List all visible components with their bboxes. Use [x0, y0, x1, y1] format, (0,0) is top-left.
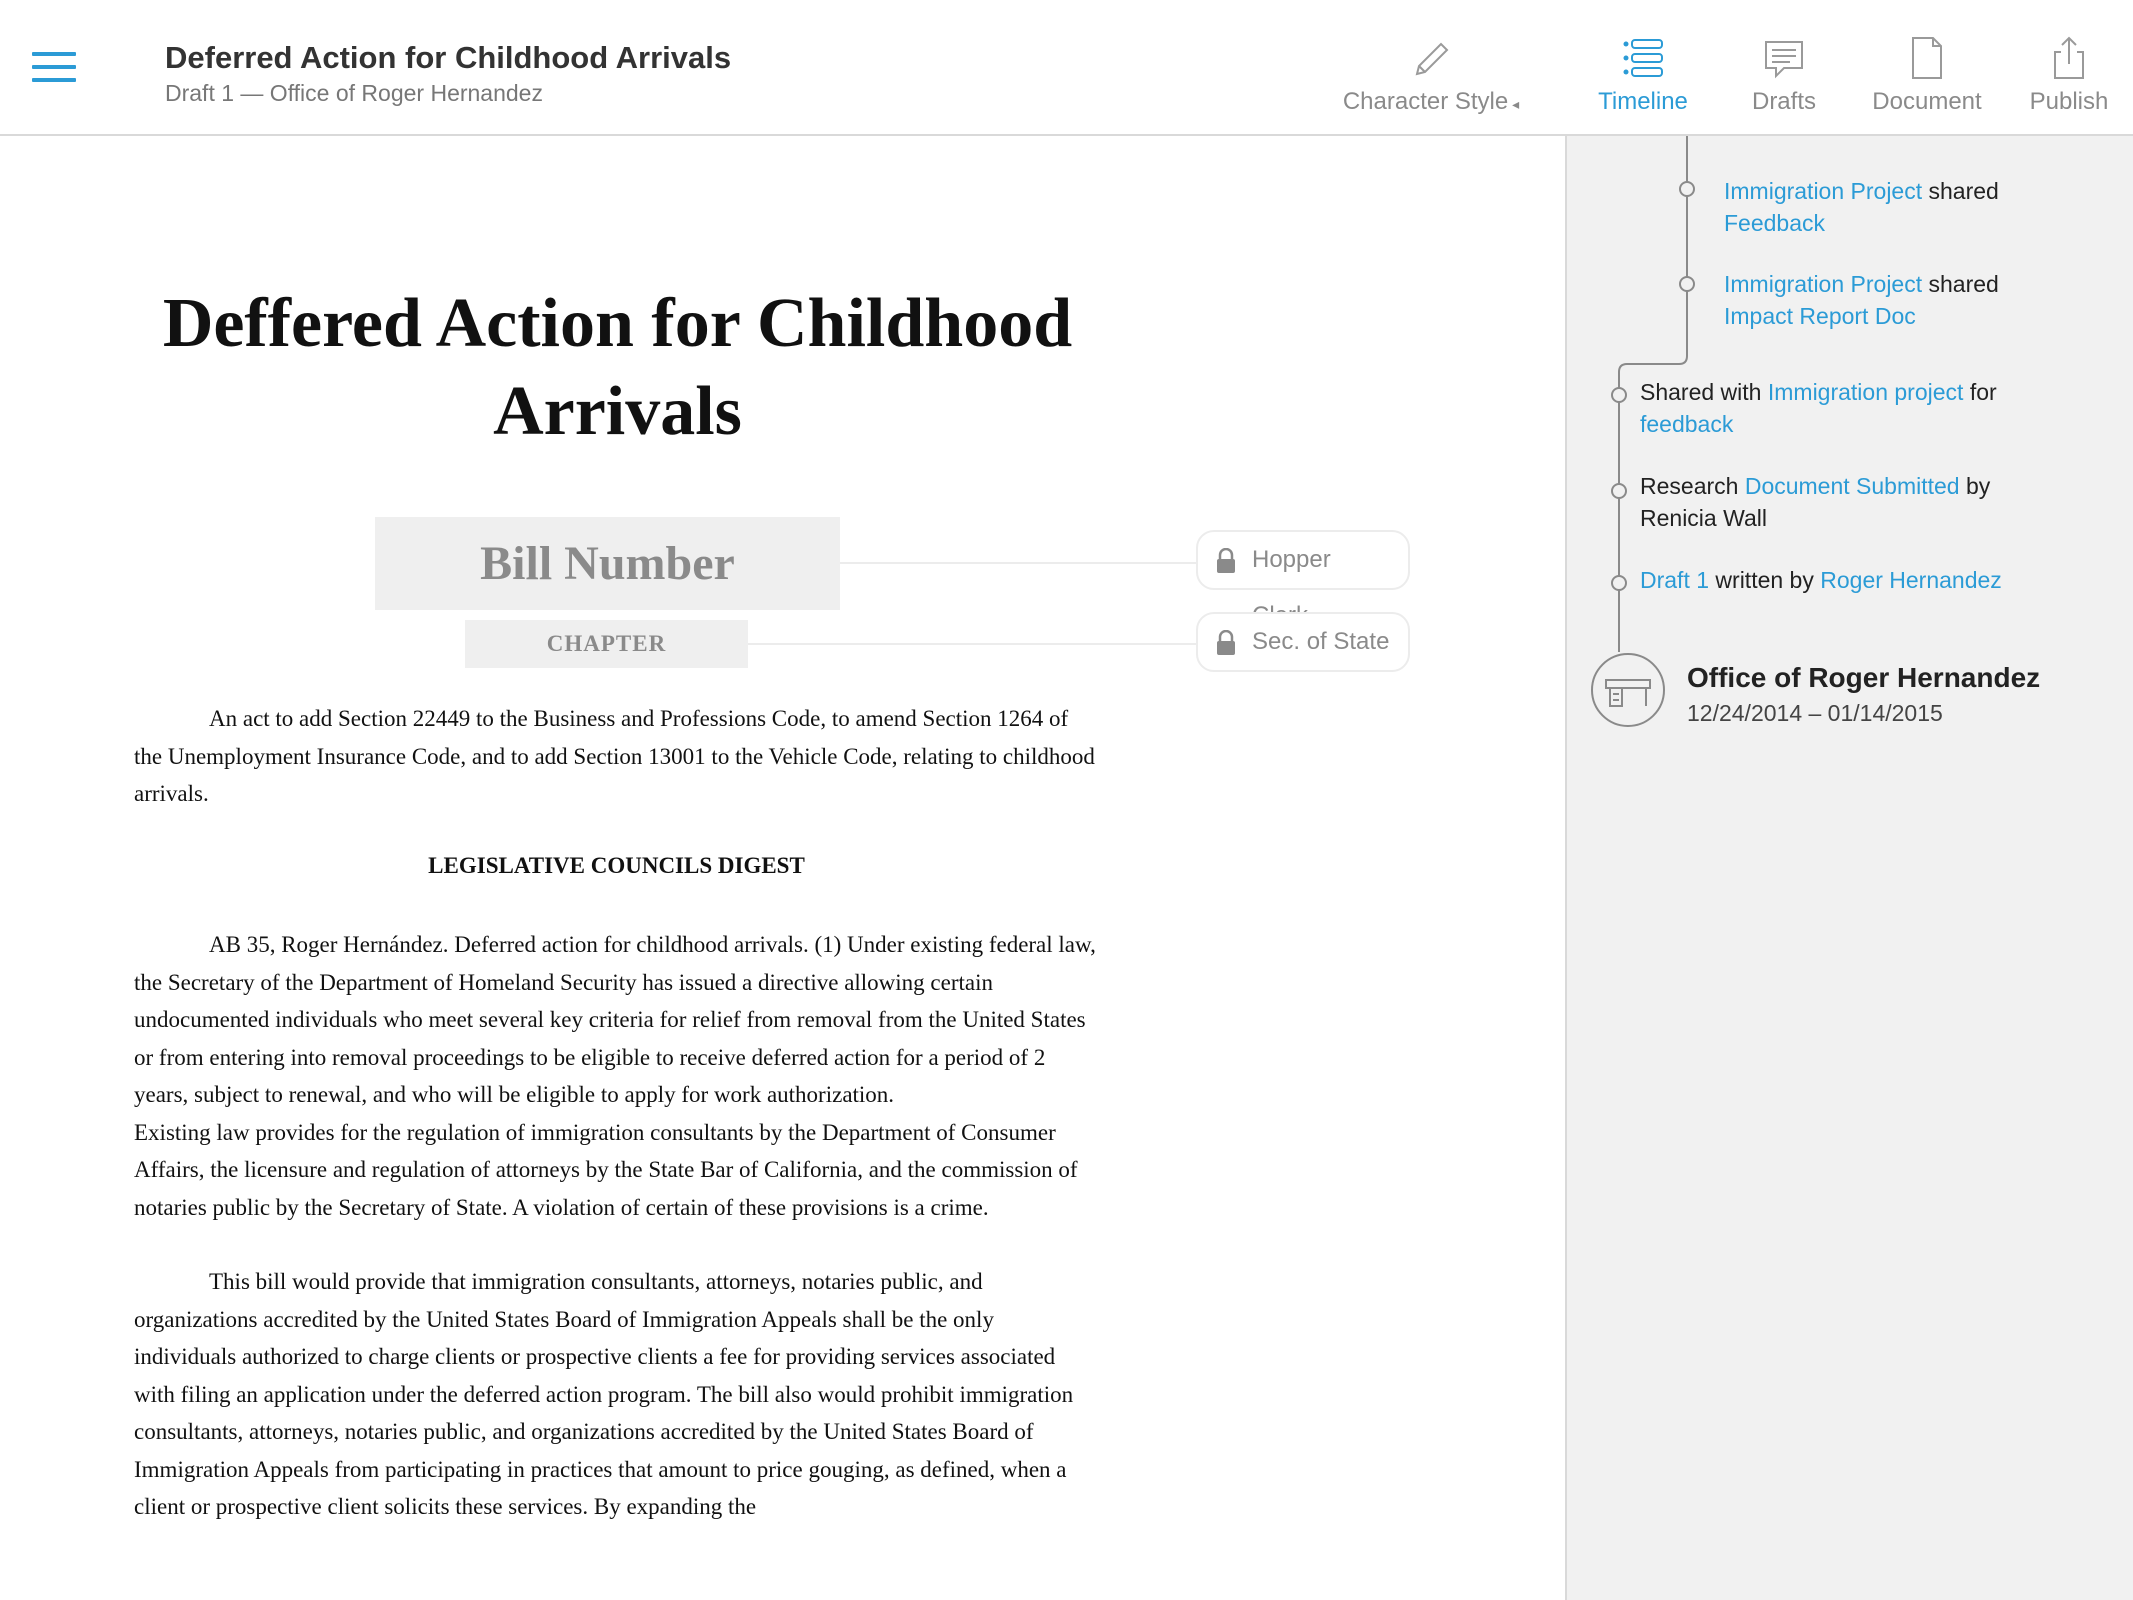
digest-body	[134, 926, 1099, 1526]
publish-label: Publish	[2029, 88, 2109, 115]
sec-of-state-lock-tag[interactable]	[1196, 612, 1410, 672]
office-dates: 12/24/2014 – 01/14/2015	[1687, 700, 1943, 726]
bill-number-connector	[840, 562, 1196, 564]
sec-of-state-label: Sec. of State	[1252, 628, 1390, 655]
tab-document[interactable]	[1864, 36, 1990, 126]
act-intro	[134, 700, 1099, 813]
timeline-link[interactable]: Immigration project	[1767, 379, 1964, 405]
timeline-panel	[1565, 136, 2133, 1600]
hopper-clerk-label: Hopper	[1252, 546, 1331, 573]
timeline-link[interactable]: Immigration Project	[1724, 178, 1923, 204]
timeline-text: Shared with	[1640, 379, 1768, 405]
caret-left-icon: ◂	[1508, 96, 1520, 112]
timeline-entry	[1640, 376, 2080, 440]
character-style-button[interactable]	[1336, 36, 1526, 126]
lock-icon	[1216, 548, 1236, 574]
act-intro-text[interactable]: An act to add Section 22449 to the Business and Professions Code, to amend Section 1264 of the Unemployment Insurance Code, and to add Section 13001 to the Vehicle Code, relating to childhood arrivals.	[134, 706, 1095, 806]
chapter-field[interactable]: CHAPTER	[465, 620, 748, 668]
timeline-node	[1612, 388, 1626, 402]
timeline-list-icon	[1621, 36, 1665, 80]
lock-icon	[1216, 630, 1236, 656]
timeline-link[interactable]: Feedback	[1724, 210, 1826, 236]
publish-button[interactable]	[2020, 36, 2118, 126]
pencil-icon	[1409, 36, 1453, 80]
timeline-entry	[1724, 175, 2114, 239]
timeline-text: shared	[1922, 178, 1999, 204]
bill-title[interactable]: Deffered Action for Childhood Arrivals	[162, 285, 1073, 450]
document-label: Document	[1872, 88, 1982, 115]
tab-timeline[interactable]	[1590, 36, 1696, 126]
digest-heading: LEGISLATIVE COUNCILS DIGEST	[428, 853, 805, 878]
timeline-link[interactable]: Draft 1	[1640, 567, 1710, 593]
tab-drafts[interactable]	[1736, 36, 1832, 126]
timeline-entry	[1640, 564, 2110, 596]
timeline-node	[1612, 484, 1626, 498]
timeline-text: written by	[1709, 567, 1821, 593]
top-bar	[0, 0, 2133, 136]
document-canvas	[0, 136, 1565, 1600]
office-name: Office of Roger Hernandez	[1687, 662, 2041, 693]
timeline-text: for	[1963, 379, 1997, 405]
digest-paragraph[interactable]: Existing law provides for the regulation of immigration consultants by the Department of Consumer Affairs, the licensure and regulation of attorneys by the State Bar of California, and the commission of notaries public by the Secretary of State. A violation of certain of these provisions is a crime.	[134, 1119, 1078, 1220]
page-subtitle: Draft 1 — Office of Roger Hernandez	[165, 80, 543, 106]
timeline-entry	[1724, 268, 2114, 332]
timeline-link[interactable]: feedback	[1640, 411, 1734, 437]
hopper-clerk-lock-tag[interactable]	[1196, 530, 1410, 590]
timeline-link[interactable]: Roger Hernandez	[1820, 567, 2002, 593]
document-icon	[1905, 36, 1949, 80]
timeline-node	[1680, 277, 1694, 291]
chapter-connector	[748, 643, 1196, 645]
bill-number-field[interactable]: Bill Number	[375, 517, 840, 610]
page-title: Deferred Action for Childhood Arrivals	[165, 40, 732, 75]
timeline-label: Timeline	[1598, 88, 1688, 115]
timeline-link[interactable]: Impact Report Doc	[1724, 303, 1916, 329]
timeline-text: Research	[1640, 473, 1745, 499]
share-upload-icon	[2047, 36, 2091, 80]
drafts-label: Drafts	[1751, 88, 1816, 115]
timeline-link[interactable]: Immigration Project	[1724, 271, 1923, 297]
timeline-node	[1680, 182, 1694, 196]
desk-office-icon[interactable]	[1590, 652, 1666, 728]
comment-icon	[1762, 36, 1806, 80]
digest-paragraph[interactable]: AB 35, Roger Hernández. Deferred action for childhood arrivals. (1) Under existing federal law, the Secretary of the Department of Homeland Security has issued a directive allowing certain undocumented individuals who meet several key criteria for relief from removal from the United States or from entering into removal proceedings to be eligible to receive deferred action for a period of 2 years, subject to renewal, and who will be eligible to apply for work authorization.	[134, 932, 1096, 1107]
hamburger-menu-icon[interactable]	[32, 50, 76, 84]
timeline-entry	[1640, 470, 2060, 534]
digest-paragraph[interactable]: This bill would provide that immigration consultants, attorneys, notaries public, and organizations accredited by the United States Board of Immigration Appeals shall be the only individuals authorized to charge clients or prospective clients a fee for providing services associated with filing an application under the deferred action program. The bill also would prohibit immigration consultants, attorneys, notaries public, and organizations accredited by the United States Board of Immigration Appeals from participating in practices that amount to price gouging, as defined, when a client or prospective client solicits these services. By expanding the	[134, 1269, 1074, 1519]
character-style-label: Character Style	[1342, 88, 1509, 115]
timeline-text: shared	[1922, 271, 1999, 297]
timeline-link[interactable]: Document Submitted	[1744, 473, 1960, 499]
timeline-node	[1612, 576, 1626, 590]
timeline-text: by Renicia Wall	[1640, 473, 1991, 531]
